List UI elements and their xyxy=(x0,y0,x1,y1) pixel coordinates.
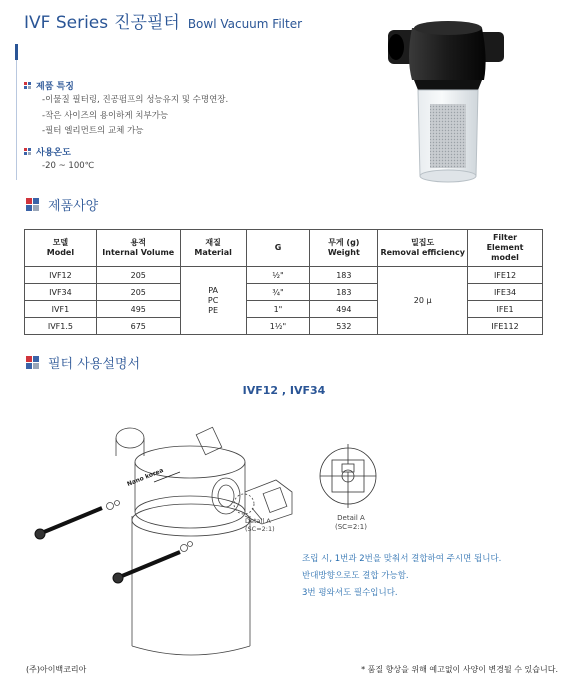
company-name: (주)아이백코리아 xyxy=(26,665,87,674)
detail-a-drawing xyxy=(318,440,382,512)
product-photo xyxy=(378,18,510,190)
detail-a-label: Detail A (SC=2:1) xyxy=(335,514,367,531)
cell-model: IVF34 xyxy=(25,284,97,301)
cell-model: IVF1 xyxy=(25,301,97,318)
cell-weight: 532 xyxy=(310,318,378,335)
temperature-value: -20 ~ 100℃ xyxy=(42,161,95,171)
features-heading: 제품 특징 xyxy=(24,79,74,92)
accent-bar xyxy=(15,44,18,60)
table-header-row xyxy=(25,230,543,267)
section-bullet-icon xyxy=(24,82,31,89)
cell-g: 1½" xyxy=(246,318,310,335)
section-bullet-icon xyxy=(26,356,40,370)
cell-volume: 675 xyxy=(96,318,180,335)
col-header-element: Filter Element model xyxy=(468,230,543,267)
cell-element: IFE1 xyxy=(468,301,543,318)
spec-change-notice: * 품질 향상을 위해 예고없이 사양이 변경될 수 있습니다. xyxy=(361,665,558,674)
table-row xyxy=(25,267,543,284)
instruction-line: 조립 시, 1번과 2번을 맞춰서 결합하여 주시면 됩니다. xyxy=(302,554,502,564)
feature-item: -작은 사이즈의 용이하게 치부가능 xyxy=(42,110,169,121)
instructions xyxy=(302,551,501,602)
cell-element: IFE112 xyxy=(468,318,543,335)
cell-g: ½" xyxy=(246,267,310,284)
detail-callout: Detail A (SC=2:1) xyxy=(245,517,275,533)
instruction-line: 반대방향으로도 결합 가능함. xyxy=(302,571,409,581)
series-name: IVF Series xyxy=(24,13,109,33)
col-header-weight: 무게 (g) Weight xyxy=(310,230,378,267)
cell-element: IFE12 xyxy=(468,267,543,284)
cell-volume: 205 xyxy=(96,284,180,301)
accent-line xyxy=(16,60,17,180)
cell-g: ¾" xyxy=(246,284,310,301)
spec-heading: 제품사양 xyxy=(26,195,98,214)
col-header-g: G xyxy=(246,230,310,267)
cell-material: PA PC PE xyxy=(180,267,246,335)
cell-weight: 183 xyxy=(310,267,378,284)
col-header-efficiency: 밀집도 Removal efficiency xyxy=(378,230,468,267)
assembly-drawing xyxy=(30,420,300,660)
cell-efficiency: 20 μ xyxy=(378,267,468,335)
instruction-line: 3번 평와셔도 필수입니다. xyxy=(302,588,398,598)
page-title xyxy=(24,8,302,33)
temperature-heading: 사용온도 xyxy=(24,145,71,158)
cell-model: IVF12 xyxy=(25,267,97,284)
col-header-material: 재질 Material xyxy=(180,230,246,267)
cell-weight: 183 xyxy=(310,284,378,301)
feature-item: -이물질 필터링, 진공펌프의 성능유지 및 수명연장. xyxy=(42,95,229,105)
cell-volume: 205 xyxy=(96,267,180,284)
brand-label: Nano korea xyxy=(126,467,165,488)
feature-item: -필터 엘리먼트의 교체 가능 xyxy=(42,126,144,136)
cell-element: IFE34 xyxy=(468,284,543,301)
col-header-volume: 용적 Internal Volume xyxy=(96,230,180,267)
section-bullet-icon xyxy=(26,198,40,212)
cell-volume: 495 xyxy=(96,301,180,318)
col-header-model: 모델 Model xyxy=(25,230,97,267)
korean-title: 진공필터 xyxy=(114,13,180,33)
spec-table xyxy=(24,229,543,335)
cell-model: IVF1.5 xyxy=(25,318,97,335)
diagram-title: IVF12 , IVF34 xyxy=(242,384,326,397)
section-bullet-icon xyxy=(24,148,31,155)
manual-heading: 필터 사용설명서 xyxy=(26,353,140,372)
features-list xyxy=(42,93,228,140)
subtitle: Bowl Vacuum Filter xyxy=(187,17,303,31)
cell-weight: 494 xyxy=(310,301,378,318)
cell-g: 1" xyxy=(246,301,310,318)
